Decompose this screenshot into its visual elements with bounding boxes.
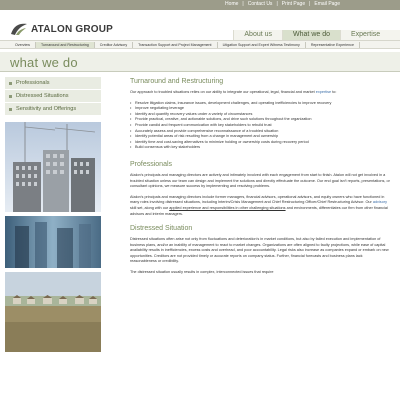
list-item: • Provide candid and frequent communication with key stakeholders to rebuild trust — [130, 123, 390, 129]
utility-bar — [0, 0, 400, 10]
professionals-paragraph-2 — [130, 195, 390, 217]
distressed-section — [130, 225, 390, 276]
util-link-home[interactable]: Home — [225, 1, 239, 7]
square-bullet-icon — [9, 82, 12, 85]
section-title-distressed: Distressed Situation — [130, 225, 193, 233]
page-title: what we do — [10, 55, 78, 70]
util-separator: | — [242, 1, 244, 7]
subnav-overview[interactable]: Overview — [10, 42, 36, 48]
subnav-transaction-support[interactable]: Transaction Support and Project Management — [133, 42, 217, 48]
section-title-turnaround: Turnaround and Restructuring — [130, 78, 224, 85]
tab-what-we-do[interactable]: What we do — [282, 30, 340, 40]
logo[interactable] — [10, 22, 113, 36]
professionals-paragraph-1: Atalon's principals and managing directors are actively and intimately involved with each engagement from start to finish. Atalon will not get involved in a troubled situation unless our team can design and implement the solutions and directly effectuate the outcome. Our end goal isn't reports, presentations, or consultant opinions, we measure success by implementing and resolving problems. — [130, 172, 390, 189]
subnav-turnaround[interactable]: Turnaround and Restructuring — [36, 42, 95, 48]
left-menu — [5, 77, 101, 116]
photo-construction-buildings — [5, 122, 101, 212]
list-item: • Identify time and cost-saving alternatives to minimize holding or ownership costs during recovery period — [130, 140, 390, 146]
section-title-professionals: Professionals — [130, 160, 173, 168]
distressed-paragraph-1: Distressed situations often arise not only from fluctuations and deterioration's in market conditions, but also by failed execution and implementation of business plans, and/or an inability of management to react to market changes. Organizations are often aligned to faulty projections, while ease of capital availability results in inefficiencies, excess costs and overhead, and poor accountability. Legal risks also increase as companies expand or embark on new opportunities. Creditors are not provided timely or accurate reports on company status. Further, financial forecasts and business plans lack reasonableness or credibility. — [130, 237, 389, 264]
util-link-print[interactable]: Print Page — [281, 1, 306, 7]
intro-text-b: to: — [331, 90, 337, 94]
sub-nav — [0, 40, 400, 49]
advisory-link[interactable]: advisory — [372, 200, 387, 205]
logo-mark-icon — [10, 22, 28, 36]
list-item: • Provide practical, creative, and actionable solutions, and drive such solutions throughout the organization — [130, 117, 390, 123]
list-item: • Build consensus with key stakeholders — [130, 145, 390, 151]
util-separator: | — [309, 1, 311, 7]
left-menu-item-sensitivity[interactable] — [5, 103, 101, 116]
square-bullet-icon — [9, 108, 12, 111]
square-bullet-icon — [9, 95, 12, 98]
prof-text-c: and environments, differentiates our firm from other financial advisors and interim managers. — [130, 205, 388, 216]
prof-text-a: Atalon's principals and managing directors include former managers, financial advisors, operational advisors, and equity owners who have functioned in many roles involving distressed situations, including Interim/Crisis Management and Chief Restructuring Officer/Chief Restructuring Advisor. Our — [130, 194, 385, 205]
list-item: • Accurately assess and provide comprehensive reconnaissance of a troubled situation — [130, 129, 390, 135]
main-content — [130, 78, 390, 281]
photo-business-people — [5, 216, 101, 268]
tab-expertise[interactable]: Expertise — [340, 30, 400, 40]
list-item: • Identify potential areas of risk resulting from a change in management and ownership — [130, 134, 390, 140]
list-item: • Resolve litigation claims, insurance issues, development challenges, and operating inefficiencies to improve recovery — [130, 101, 390, 107]
prof-text-b: skill set, along with our — [130, 205, 170, 210]
expertise-link[interactable]: expertise — [315, 90, 332, 94]
applied-experience-text: applied experience and responsibilities in other challenging situations — [169, 205, 286, 210]
subnav-representative-experience[interactable]: Representative Experience — [306, 42, 360, 48]
util-separator: | — [276, 1, 278, 7]
tab-about-us[interactable]: About us — [233, 30, 282, 40]
left-menu-label: Professionals — [16, 80, 50, 86]
left-menu-label: Sensitivity and Offerings — [16, 106, 77, 112]
left-menu-item-professionals[interactable] — [5, 77, 101, 90]
left-column — [5, 77, 101, 400]
intro-text-a: Our approach to troubled situations relies on our ability to integrate our operational, legal, financial and market — [130, 90, 316, 94]
logo-text: ATALON GROUP — [31, 23, 114, 35]
list-item: • Identify and quantify recovery values under a variety of circumstances — [130, 112, 390, 118]
utility-links — [225, 1, 340, 7]
title-band — [0, 52, 400, 72]
left-menu-label: Distressed Situations — [16, 93, 69, 99]
list-item: • Improve negotiating leverage — [130, 106, 390, 112]
subnav-litigation-support[interactable]: Litigation Support and Expert Witness Testimony — [218, 42, 306, 48]
subnav-creditor-advisory[interactable]: Creditor Advisory — [95, 42, 133, 48]
distressed-paragraph-2: The distressed situation usually results in complex, interconnected issues that require — [130, 270, 274, 275]
turnaround-bullet-list — [130, 101, 390, 151]
left-menu-item-distressed-situations[interactable] — [5, 90, 101, 103]
main-nav — [233, 30, 400, 40]
photo-houses-development — [5, 272, 101, 352]
util-link-contact[interactable]: Contact Us — [247, 1, 273, 7]
util-link-email[interactable]: Email Page — [314, 1, 340, 7]
intro-paragraph — [130, 90, 390, 96]
professionals-section — [130, 161, 390, 217]
